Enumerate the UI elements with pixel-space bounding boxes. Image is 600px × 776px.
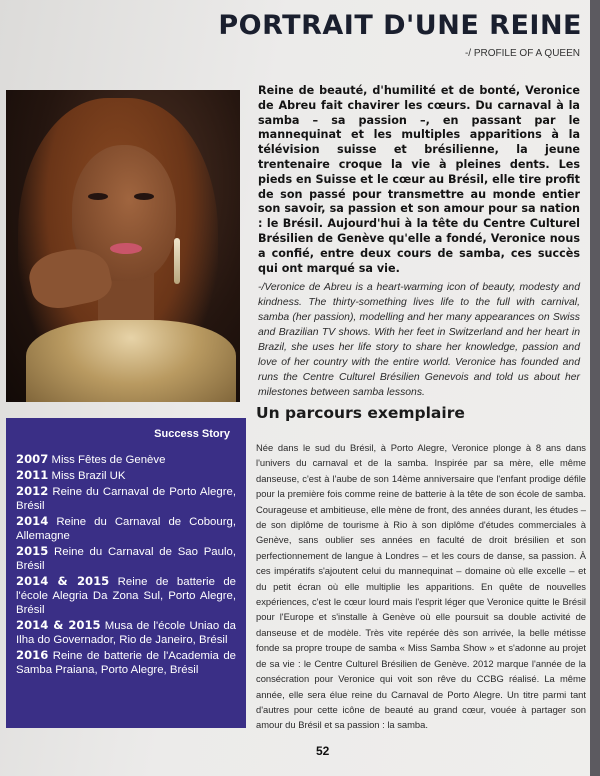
portrait-photo xyxy=(6,90,240,402)
list-item-year: 2012 xyxy=(16,484,49,498)
list-item-text: Reine du Carnaval de Porto Alegre, Brésil xyxy=(16,486,236,512)
intro-english: -/Veronice de Abreu is a heart-warming icon of beauty, modesty and kindness. The thirty-something lives life to the full with carnival, samba (her passion), modelling and her many appearances on Swiss and Brazilian TV shows. With her feet in Switzerland and her heart in Brazil, she uses her life story to share her knowledge, passion and love of her country with the entire world. Veronice has founded and runs the Centre Culturel Brésilien Genevois and told us about her milestones between samba lessons. xyxy=(258,282,580,398)
list-item-text: Miss Fêtes de Genève xyxy=(51,454,166,466)
list-item xyxy=(16,574,236,617)
list-item-text: Reine de batterie de l'école Alegria Da Zona Sul, Porto Alegre, Brésil xyxy=(16,576,237,616)
list-item-year: 2014 & 2015 xyxy=(16,574,110,588)
list-item-text: Miss Brazil UK xyxy=(51,470,126,482)
list-item-year: 2014 & 2015 xyxy=(16,618,101,632)
list-item xyxy=(16,452,236,467)
list-item-text: Musa de l'école Uniao da Ilha do Governador, Rio de Janeiro, Brésil xyxy=(16,620,236,646)
success-story-box xyxy=(6,418,246,728)
list-item xyxy=(16,544,236,573)
list-item-year: 2015 xyxy=(16,544,49,558)
photo-earring xyxy=(174,238,180,284)
list-item-year: 2014 xyxy=(16,514,49,528)
list-item xyxy=(16,618,236,647)
list-item-year: 2007 xyxy=(16,452,49,466)
section-heading: Un parcours exemplaire xyxy=(256,404,465,422)
page-number: 52 xyxy=(316,744,330,758)
section-body: Née dans le sud du Brésil, à Porto Alegre, Veronice plonge à 8 ans dans l'univers du carnaval et de la samba. Inspirée par sa mère, elle même danseuse, c'est à l'aube de son 14ème anniversaire que l'enfant prodige défile pour la première fois comme reine de batterie à la tête de son école de samba. Courageuse et ambitieuse, elle mène de front, des années durant, les études – de son diplôme de tourisme à Rio à son diplôme d'études commerciales à Genève, sans oublier ses années en faculté de droit brésilien et son perfectionnement de langue à Londres – et les cours de danse, sa passion. À ces impératifs s'ajoutent celui du mannequinat – domaine où elle excelle – et du petit écran où elle multiplie les apparitions. En quête de nouvelles expériences, c'est le cœur lourd mais l'esprit léger que Veronice quitte le Brésil pour l'Europe et s'installe à Genève où elle poursuit sa double activité de danseuse et de modèle. Très vite repérée dès son arrivée, la belle métisse fonde sa propre troupe de samba « Miss Samba Show » et s'adonne au projet de sa vie : le Centre Culturel Brésilien de Genève. 2012 marque l'année de la consécration pour Veronice qui voit son rêve du CCBG réalisé. La même année, elle sera élue reine du Carnaval de Porto Alegre. Un titre parmi tant d'autres pour cette icône de beauté au grand cœur, vouée à partager son amour du Brésil et sa passion : la samba. xyxy=(256,442,586,731)
list-item xyxy=(16,468,236,483)
list-item-year: 2011 xyxy=(16,468,49,482)
list-item-year: 2016 xyxy=(16,648,49,662)
photo-eye-left xyxy=(88,193,108,200)
list-item xyxy=(16,648,236,677)
list-item-text: Reine du Carnaval de Sao Paulo, Brésil xyxy=(16,546,236,572)
page-subtitle: -/ PROFILE OF A QUEEN xyxy=(464,48,580,59)
photo-eye-right xyxy=(134,193,154,200)
success-story-title: Success Story xyxy=(154,428,230,440)
list-item-text: Reine de batterie de l'Academia de Samba Praiana, Porto Alegre, Brésil xyxy=(16,650,236,676)
page-title: PORTRAIT D'UNE REINE xyxy=(218,10,582,41)
page-edge xyxy=(590,0,600,776)
success-story-list xyxy=(16,452,236,677)
list-item xyxy=(16,514,236,543)
list-item-text: Reine du Carnaval de Cobourg, Allemagne xyxy=(16,516,237,542)
intro-french: Reine de beauté, d'humilité et de bonté, Veronice de Abreu fait chavirer les cœurs. Du carnaval à la samba – sa passion –, en passant par le mannequinat et les multiples apparitions à la télévision suisse et brésilienne, la jeune trentenaire croque la vie à pleines dents. Les pieds en Suisse et le cœur au Brésil, elle tire profit de son passé pour transmettre au monde entier son savoir, sa passion et son amour pour sa nation : le Brésil. Aujourd'hui à la tête du Centre Culturel Brésilien de Genève qu'elle a fondé, Veronice nous a confié, entre deux cours de samba, ces succès qui ont marqué sa vie. xyxy=(258,84,580,275)
photo-lips xyxy=(110,243,142,254)
list-item xyxy=(16,484,236,513)
photo-dress xyxy=(26,320,236,402)
